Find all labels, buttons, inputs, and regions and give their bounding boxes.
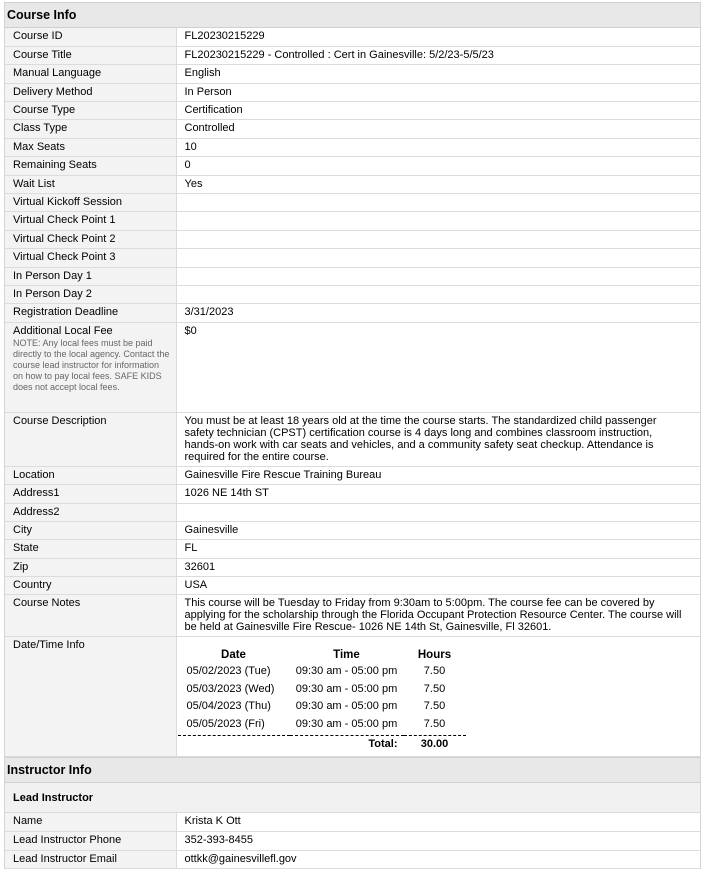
row-country [5, 577, 700, 595]
value-city: Gainesville [176, 521, 700, 539]
schedule-row [178, 718, 466, 736]
label-course-notes: Course Notes [5, 595, 176, 637]
label-date-time-info: Date/Time Info [5, 637, 176, 757]
cell-additional-local-fee [5, 322, 176, 412]
row-state [5, 540, 700, 558]
value-max-seats: 10 [176, 138, 700, 156]
row-wait-list [5, 175, 700, 193]
row-instructor-email [5, 850, 700, 868]
value-course-description: You must be at least 18 years old at the time the course starts. The standardized child passenger safety technician (CPST) certification course is 4 days long and combines classroom instruction, hands-on work with car seats and vehicles, and a community safety seat checkup. Attendance is required for the entire course. [176, 412, 700, 466]
row-virtual-check-point-3 [5, 249, 700, 267]
label-in-person-day-2: In Person Day 2 [5, 285, 176, 303]
row-date-time-info [5, 637, 700, 757]
value-virtual-check-point-2 [176, 230, 700, 248]
row-instructor-name [5, 813, 700, 831]
label-location: Location [5, 466, 176, 484]
value-delivery-method: In Person [176, 83, 700, 101]
value-course-title: FL20230215229 - Controlled : Cert in Gainesville: 5/2/23-5/5/23 [176, 46, 700, 64]
schedule-hours: 7.50 [423, 682, 446, 695]
row-delivery-method [5, 83, 700, 101]
label-max-seats: Max Seats [5, 138, 176, 156]
schedule-header-date: Date [221, 649, 246, 662]
value-in-person-day-1 [176, 267, 700, 285]
value-wait-list: Yes [176, 175, 700, 193]
value-state: FL [176, 540, 700, 558]
schedule-date: 05/02/2023 (Tue) [186, 665, 271, 678]
local-fee-note: NOTE: Any local fees must be paid directly to the local agency. Contact the course lead instructor for information on how to pay local fees. SAFE KIDS does not accept local fees. [13, 337, 170, 392]
lead-instructor-subheading: Lead Instructor [5, 783, 700, 813]
label-course-title: Course Title [5, 46, 176, 64]
row-in-person-day-2 [5, 285, 700, 303]
schedule-header-row [178, 645, 466, 665]
schedule-row [178, 683, 466, 701]
schedule-date: 05/03/2023 (Wed) [186, 682, 275, 695]
label-course-description: Course Description [5, 412, 176, 466]
label-delivery-method: Delivery Method [5, 83, 176, 101]
schedule-table [178, 645, 466, 753]
label-instructor-phone: Lead Instructor Phone [5, 832, 176, 850]
row-city [5, 521, 700, 539]
value-virtual-kickoff [176, 194, 700, 212]
row-virtual-check-point-1 [5, 212, 700, 230]
value-location: Gainesville Fire Rescue Training Bureau [176, 466, 700, 484]
row-registration-deadline [5, 304, 700, 322]
value-address1: 1026 NE 14th ST [176, 485, 700, 503]
label-class-type: Class Type [5, 120, 176, 138]
schedule-total-label: Total: [290, 735, 404, 753]
course-details-panel [4, 2, 701, 869]
row-zip [5, 558, 700, 576]
schedule-time: 09:30 am - 05:00 pm [295, 700, 398, 713]
label-zip: Zip [5, 558, 176, 576]
value-course-notes: This course will be Tuesday to Friday from 9:30am to 5:00pm. The course fee can be covered by applying for the scholarship through the Florida Occupant Protection Resource Center. The course will be held at Gainesville Fire Rescue- 1026 NE 14th St, Gainesville, Fl 32601. [176, 595, 700, 637]
row-virtual-kickoff [5, 194, 700, 212]
schedule-time: 09:30 am - 05:00 pm [295, 717, 398, 730]
label-virtual-check-point-2: Virtual Check Point 2 [5, 230, 176, 248]
value-zip: 32601 [176, 558, 700, 576]
value-class-type: Controlled [176, 120, 700, 138]
value-course-id: FL20230215229 [176, 28, 700, 46]
row-course-description [5, 412, 700, 466]
schedule-total-row [178, 735, 466, 753]
schedule-date: 05/04/2023 (Thu) [186, 700, 271, 713]
row-max-seats [5, 138, 700, 156]
schedule-time: 09:30 am - 05:00 pm [295, 665, 398, 678]
label-country: Country [5, 577, 176, 595]
instructor-info-heading: Instructor Info [5, 757, 700, 783]
schedule-hours: 7.50 [423, 700, 446, 713]
label-address1: Address1 [5, 485, 176, 503]
schedule-row [178, 665, 466, 683]
label-additional-local-fee: Additional Local Fee [13, 324, 113, 337]
value-instructor-name: Krista K Ott [176, 813, 700, 831]
row-instructor-phone [5, 832, 700, 850]
row-class-type [5, 120, 700, 138]
label-course-type: Course Type [5, 102, 176, 120]
row-virtual-check-point-2 [5, 230, 700, 248]
row-course-notes [5, 595, 700, 637]
schedule-hours: 7.50 [423, 717, 446, 730]
row-remaining-seats [5, 157, 700, 175]
row-course-title [5, 46, 700, 64]
value-additional-local-fee: $0 [176, 322, 700, 412]
course-info-heading: Course Info [5, 2, 700, 28]
label-remaining-seats: Remaining Seats [5, 157, 176, 175]
schedule-header-time: Time [333, 649, 360, 662]
cell-date-time-info [176, 637, 700, 757]
course-info-table [5, 28, 700, 757]
value-virtual-check-point-1 [176, 212, 700, 230]
schedule-time: 09:30 am - 05:00 pm [295, 682, 398, 695]
value-instructor-email: ottkk@gainesvillefl.gov [176, 850, 700, 868]
row-course-id [5, 28, 700, 46]
schedule-total-value: 30.00 [404, 735, 466, 753]
row-in-person-day-1 [5, 267, 700, 285]
value-virtual-check-point-3 [176, 249, 700, 267]
label-instructor-name: Name [5, 813, 176, 831]
label-virtual-kickoff: Virtual Kickoff Session [5, 194, 176, 212]
label-registration-deadline: Registration Deadline [5, 304, 176, 322]
schedule-header-hours: Hours [417, 649, 452, 662]
value-country: USA [176, 577, 700, 595]
schedule-date: 05/05/2023 (Fri) [186, 717, 265, 730]
label-manual-language: Manual Language [5, 65, 176, 83]
row-manual-language [5, 65, 700, 83]
label-virtual-check-point-3: Virtual Check Point 3 [5, 249, 176, 267]
label-virtual-check-point-1: Virtual Check Point 1 [5, 212, 176, 230]
row-additional-local-fee [5, 322, 700, 412]
row-course-type [5, 102, 700, 120]
value-manual-language: English [176, 65, 700, 83]
row-location [5, 466, 700, 484]
value-remaining-seats: 0 [176, 157, 700, 175]
instructor-info-table [5, 813, 700, 869]
row-address1 [5, 485, 700, 503]
schedule-hours: 7.50 [423, 665, 446, 678]
row-address2 [5, 503, 700, 521]
value-course-type: Certification [176, 102, 700, 120]
label-city: City [5, 521, 176, 539]
label-course-id: Course ID [5, 28, 176, 46]
value-address2 [176, 503, 700, 521]
label-wait-list: Wait List [5, 175, 176, 193]
label-state: State [5, 540, 176, 558]
label-address2: Address2 [5, 503, 176, 521]
value-registration-deadline: 3/31/2023 [176, 304, 700, 322]
schedule-row [178, 700, 466, 718]
label-in-person-day-1: In Person Day 1 [5, 267, 176, 285]
value-instructor-phone: 352-393-8455 [176, 832, 700, 850]
label-instructor-email: Lead Instructor Email [5, 850, 176, 868]
value-in-person-day-2 [176, 285, 700, 303]
